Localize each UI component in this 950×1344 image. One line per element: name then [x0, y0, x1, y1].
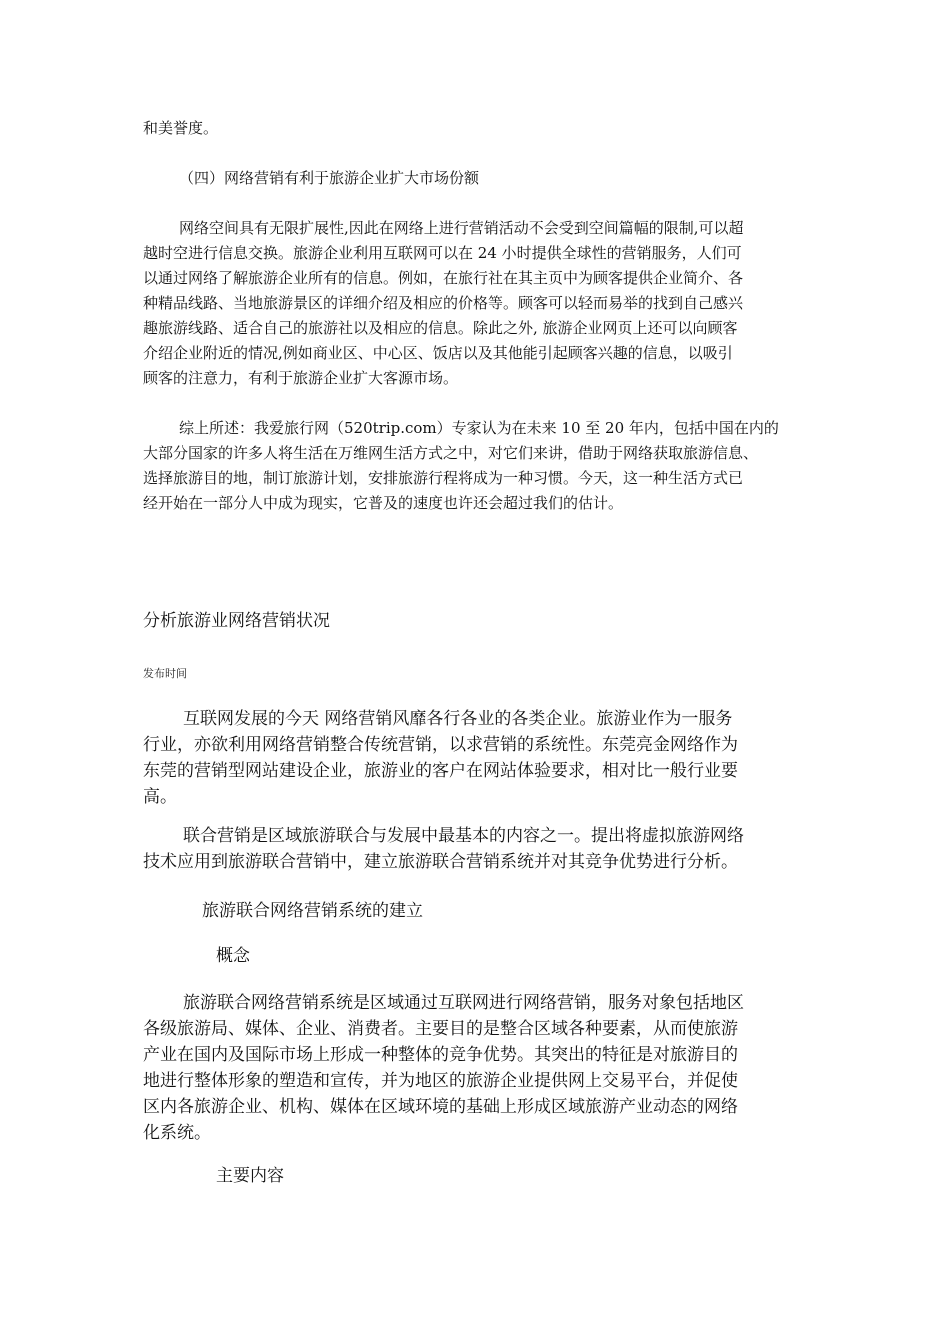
paragraph-line: 大部分国家的许多人将生活在万维网生活方式之中，对它们来讲，借助于网络获取旅游信息、	[143, 444, 759, 462]
top-fragment: 和美誉度。	[143, 119, 219, 137]
section-heading-four: （四）网络营销有利于旅游企业扩大市场份额	[179, 169, 480, 187]
paragraph-internet-development	[143, 706, 738, 810]
paragraph-network-space	[143, 216, 744, 391]
paragraph-line: 趣旅游线路、适合自己的旅游社以及相应的信息。除此之外, 旅游企业网页上还可以向顾客	[143, 319, 738, 337]
paragraph-line: 选择旅游目的地，制订旅游计划，安排旅游行程将成为一种习惯。今天，这一种生活方式已	[143, 469, 744, 487]
subheading-concept: 概念	[216, 946, 250, 966]
paragraph-line: 地进行整体形象的塑造和宣传，并为地区的旅游企业提供网上交易平台，并促使	[143, 1071, 738, 1091]
paragraph-line: 技术应用到旅游联合营销中，建立旅游联合营销系统并对其竞争优势进行分析。	[143, 852, 738, 872]
paragraph-line: 互联网发展的今天 网络营销风靡各行各业的各类企业。旅游业作为一服务	[183, 709, 733, 729]
subheading-main-content: 主要内容	[216, 1166, 284, 1186]
paragraph-line: 联合营销是区域旅游联合与发展中最基本的内容之一。提出将虚拟旅游网络	[183, 826, 744, 846]
paragraph-line: 越时空进行信息交换。旅游企业利用互联网可以在 24 小时提供全球性的营销服务，人们可	[143, 244, 742, 262]
paragraph-line: 区内各旅游企业、机构、媒体在区域环境的基础上形成区域旅游产业动态的网络	[143, 1097, 738, 1117]
paragraph-line: 以通过网络了解旅游企业所有的信息。例如，在旅行社在其主页中为顾客提供企业简介、各	[143, 269, 744, 287]
paragraph-line: 种精品线路、当地旅游景区的详细介绍及相应的价格等。顾客可以轻而易举的找到自己感兴	[143, 294, 744, 312]
paragraph-line: 化系统。	[143, 1123, 211, 1143]
paragraph-joint-marketing	[143, 823, 744, 875]
paragraph-system-definition	[143, 990, 744, 1146]
paragraph-line: 顾客的注意力，有利于旅游企业扩大客源市场。	[143, 369, 459, 387]
paragraph-line: 东莞的营销型网站建设企业，旅游业的客户在网站体验要求，相对比一般行业要	[143, 761, 738, 781]
paragraph-line: 各级旅游局、媒体、企业、消费者。主要目的是整合区域各种要素，从而使旅游	[143, 1019, 738, 1039]
paragraph-line: 网络空间具有无限扩展性,因此在网络上进行营销活动不会受到空间篇幅的限制,可以超	[179, 219, 744, 237]
article-title: 分析旅游业网络营销状况	[143, 611, 330, 631]
paragraph-line: 旅游联合网络营销系统是区域通过互联网进行网络营销，服务对象包括地区	[183, 993, 744, 1013]
publish-time-label: 发布时间	[143, 667, 187, 680]
paragraph-summary	[143, 416, 779, 516]
paragraph-line: 介绍企业附近的情况,例如商业区、中心区、饭店以及其他能引起顾客兴趣的信息，以吸引	[143, 344, 733, 362]
paragraph-line: 行业，亦欲利用网络营销整合传统营销，以求营销的系统性。东莞亮金网络作为	[143, 735, 738, 755]
paragraph-line: 综上所述：我爱旅行网（520trip.com）专家认为在未来 10 至 20 年内，包括中国在内的	[179, 419, 779, 437]
subheading-system-establishment: 旅游联合网络营销系统的建立	[202, 901, 423, 921]
paragraph-line: 产业在国内及国际市场上形成一种整体的竞争优势。其突出的特征是对旅游目的	[143, 1045, 738, 1065]
paragraph-line: 高。	[143, 787, 177, 807]
paragraph-line: 经开始在一部分人中成为现实，它普及的速度也许还会超过我们的估计。	[143, 494, 624, 512]
